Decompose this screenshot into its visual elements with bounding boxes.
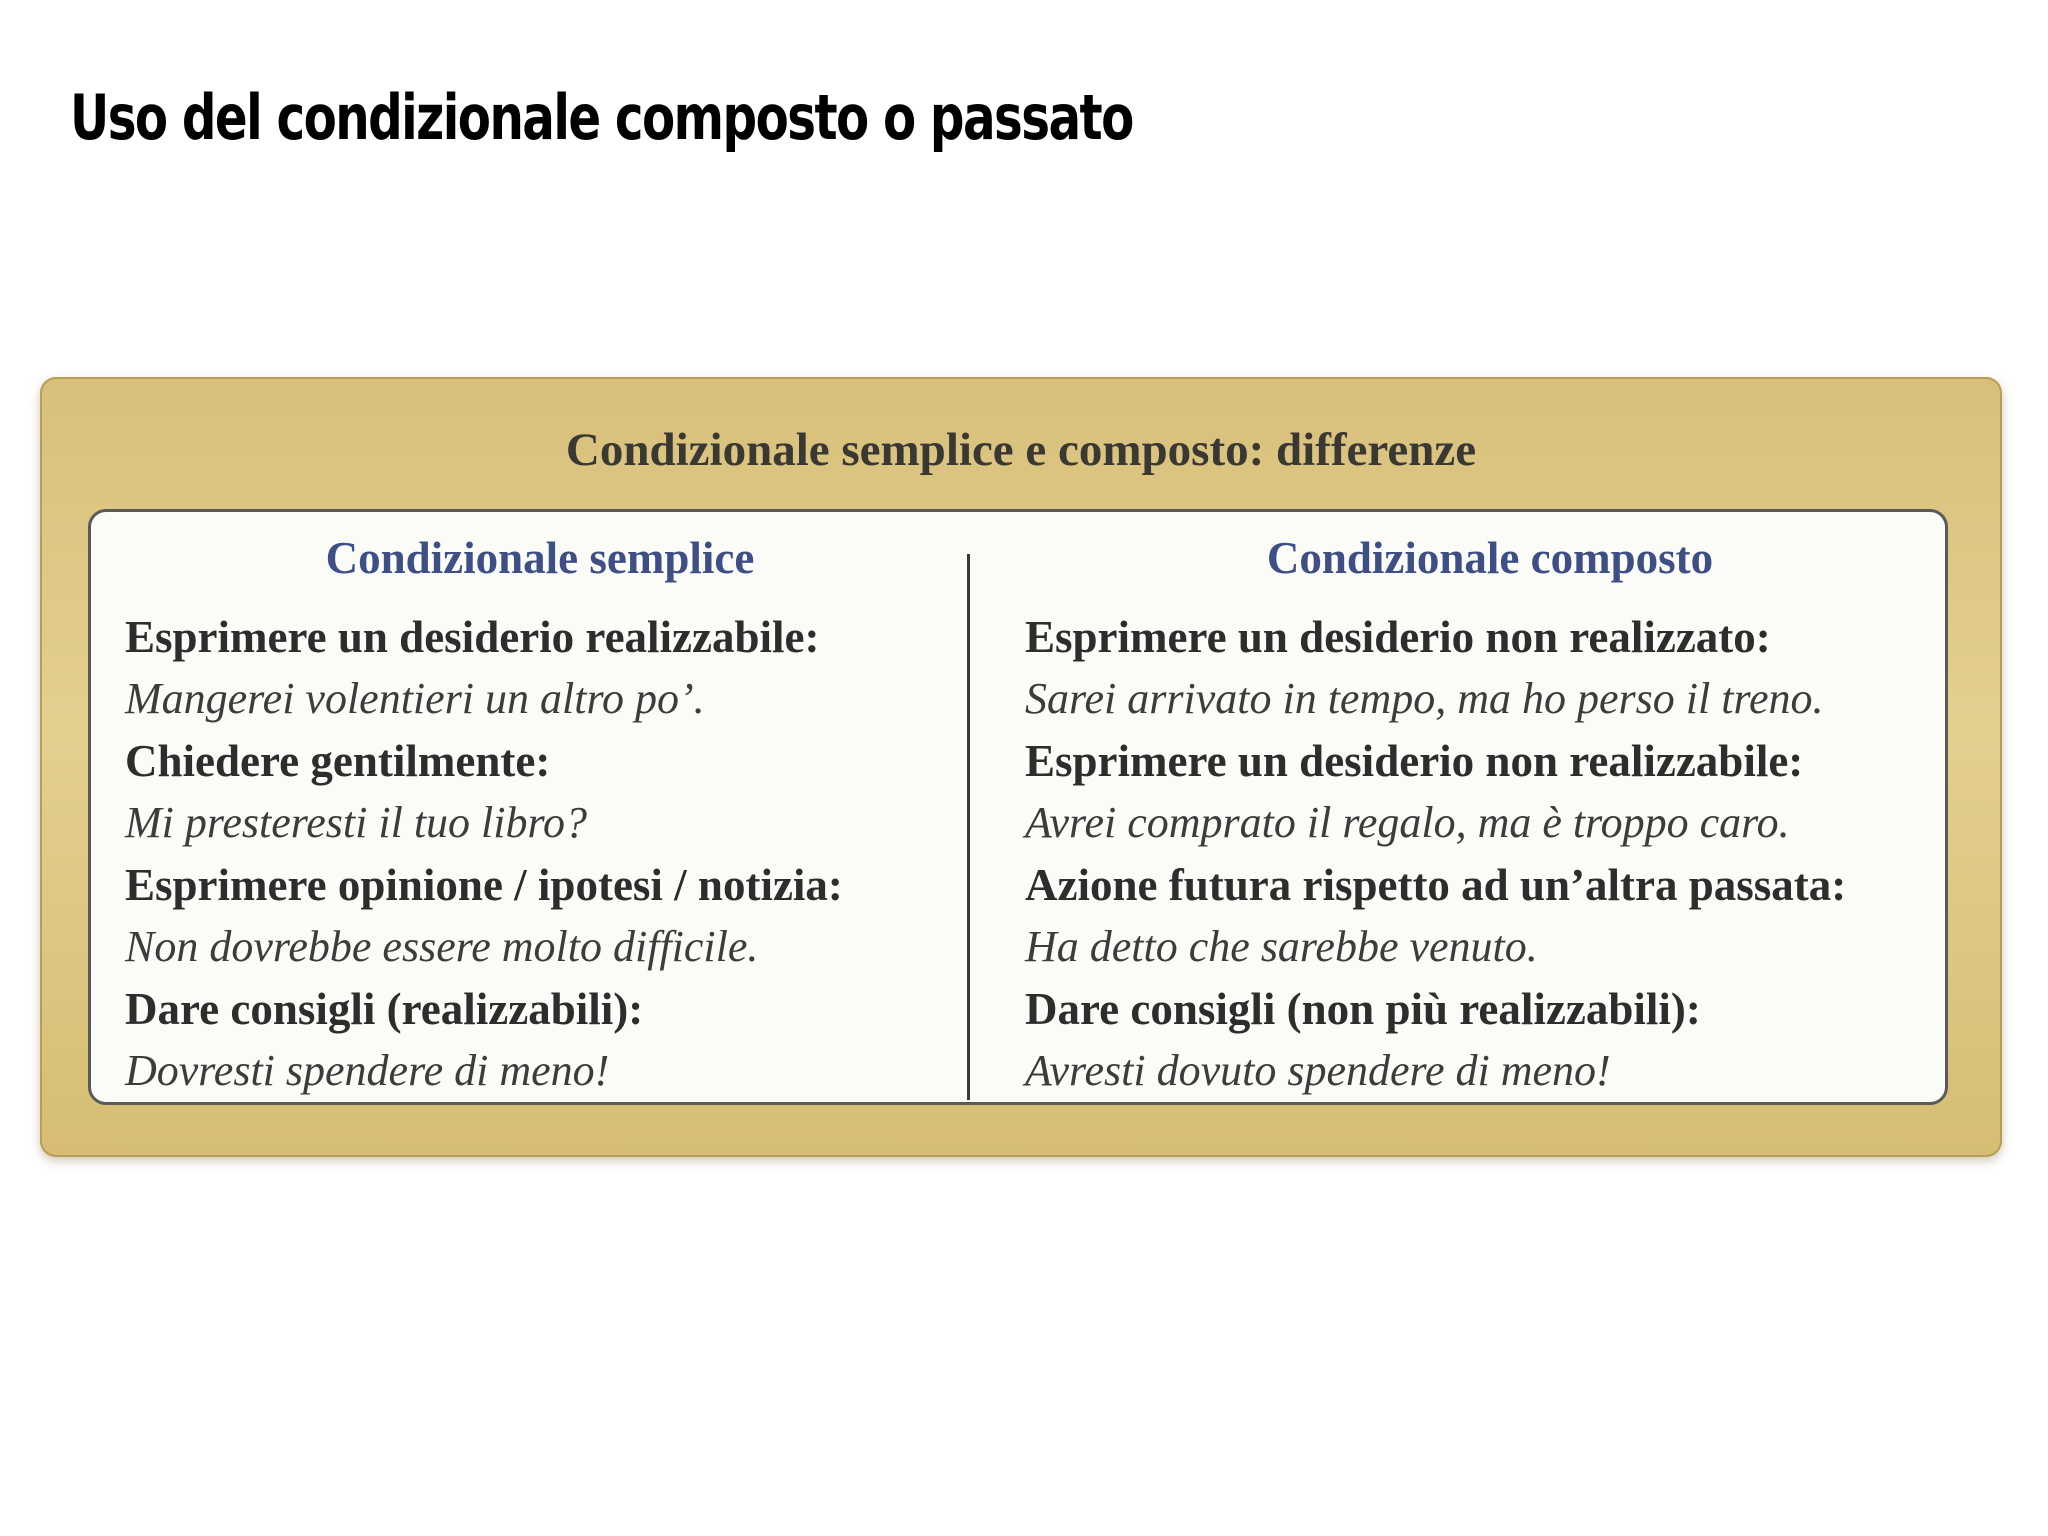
column-condizionale-semplice — [125, 528, 955, 1102]
entry-example: Avrei comprato il regalo, ma è troppo caro. — [1025, 798, 1790, 847]
comparison-table — [88, 509, 1948, 1105]
entry-label: Esprimere opinione / ipotesi / notizia: — [125, 860, 843, 910]
slide-title: Uso del condizionale composto o passato — [70, 81, 1133, 154]
column-condizionale-composto — [1025, 528, 1955, 1102]
column-heading-right: Condizionale composto — [1266, 533, 1714, 583]
entry-label: Esprimere un desiderio non realizzato: — [1025, 612, 1771, 662]
entry-example: Mi presteresti il tuo libro? — [125, 798, 587, 847]
entry-label: Azione futura rispetto ad un’altra passata: — [1025, 860, 1847, 910]
entry-example: Non dovrebbe essere molto difficile. — [125, 922, 759, 971]
entry-example: Ha detto che sarebbe venuto. — [1025, 922, 1538, 971]
entry-label: Dare consigli (non più realizzabili): — [1025, 984, 1701, 1034]
panel-title: Condizionale semplice e composto: differenze — [565, 424, 1477, 476]
entry-example: Mangerei volentieri un altro po’. — [125, 674, 705, 723]
entry-label: Esprimere un desiderio realizzabile: — [125, 612, 820, 662]
column-divider — [967, 554, 970, 1100]
comparison-panel — [40, 377, 2002, 1157]
entry-label: Dare consigli (realizzabili): — [125, 984, 644, 1034]
entry-label: Esprimere un desiderio non realizzabile: — [1025, 736, 1804, 786]
entry-example: Avresti dovuto spendere di meno! — [1025, 1046, 1611, 1095]
entry-label: Chiedere gentilmente: — [125, 736, 551, 786]
entry-example: Sarei arrivato in tempo, ma ho perso il treno. — [1025, 674, 1824, 723]
entry-example: Dovresti spendere di meno! — [125, 1046, 610, 1095]
column-heading-left: Condizionale semplice — [325, 533, 755, 583]
